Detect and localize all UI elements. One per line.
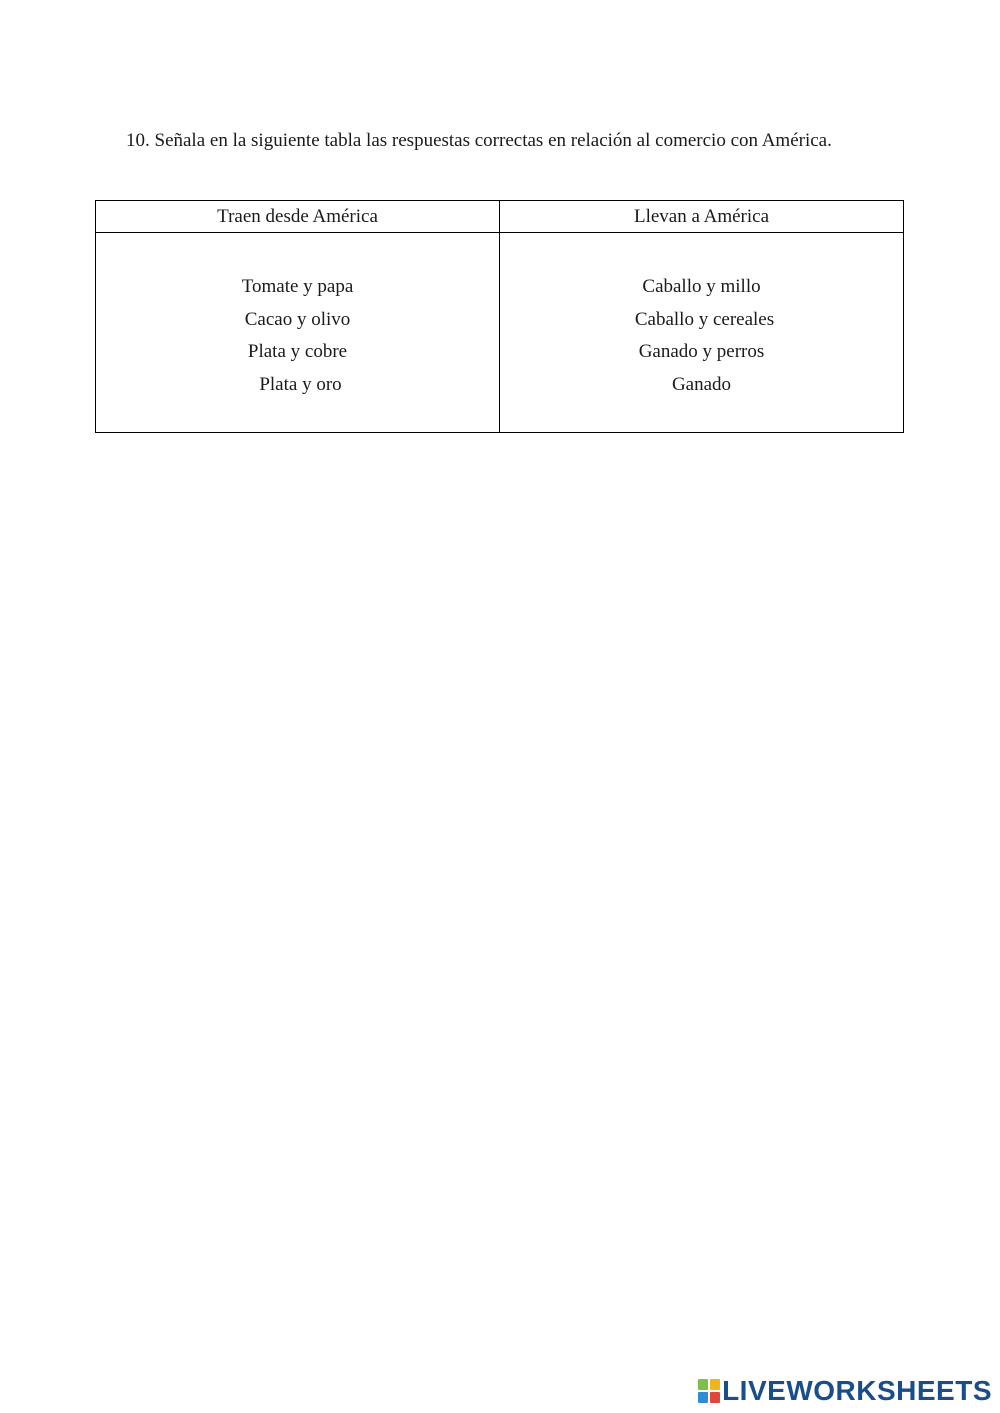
logo-square-green: [698, 1379, 708, 1390]
logo-text: LIVEWORKSHEETS: [722, 1375, 992, 1406]
options-traen: [96, 233, 499, 401]
option-ganado[interactable]: Ganado: [671, 373, 732, 395]
logo-square-blue: [698, 1392, 708, 1403]
logo-square-yellow: [710, 1379, 720, 1390]
column-traen: [96, 233, 500, 433]
option-plata-cobre[interactable]: Plata y cobre: [247, 341, 348, 362]
header-traen: Traen desde América: [96, 201, 500, 233]
option-ganado-perros[interactable]: Ganado y perros: [638, 341, 765, 362]
option-plata-oro[interactable]: Plata y oro: [259, 373, 342, 395]
logo-icon: [698, 1379, 720, 1403]
question-text: 10. Señala en la siguiente tabla las respuestas correctas en relación al comercio con América.: [126, 130, 832, 151]
table-header-row: [96, 201, 904, 233]
header-llevan: Llevan a América: [500, 201, 904, 233]
option-cacao-olivo[interactable]: Cacao y olivo: [244, 308, 351, 330]
column-llevan: [500, 233, 904, 433]
option-caballo-millo[interactable]: Caballo y millo: [642, 276, 761, 297]
answer-table: [95, 200, 904, 433]
liveworksheets-logo: [698, 1375, 992, 1407]
logo-square-red: [710, 1392, 720, 1403]
table-row: [96, 233, 904, 433]
options-llevan: [500, 233, 903, 401]
option-caballo-cereales[interactable]: Caballo y cereales: [634, 308, 775, 330]
option-tomate-papa[interactable]: Tomate y papa: [241, 276, 354, 297]
